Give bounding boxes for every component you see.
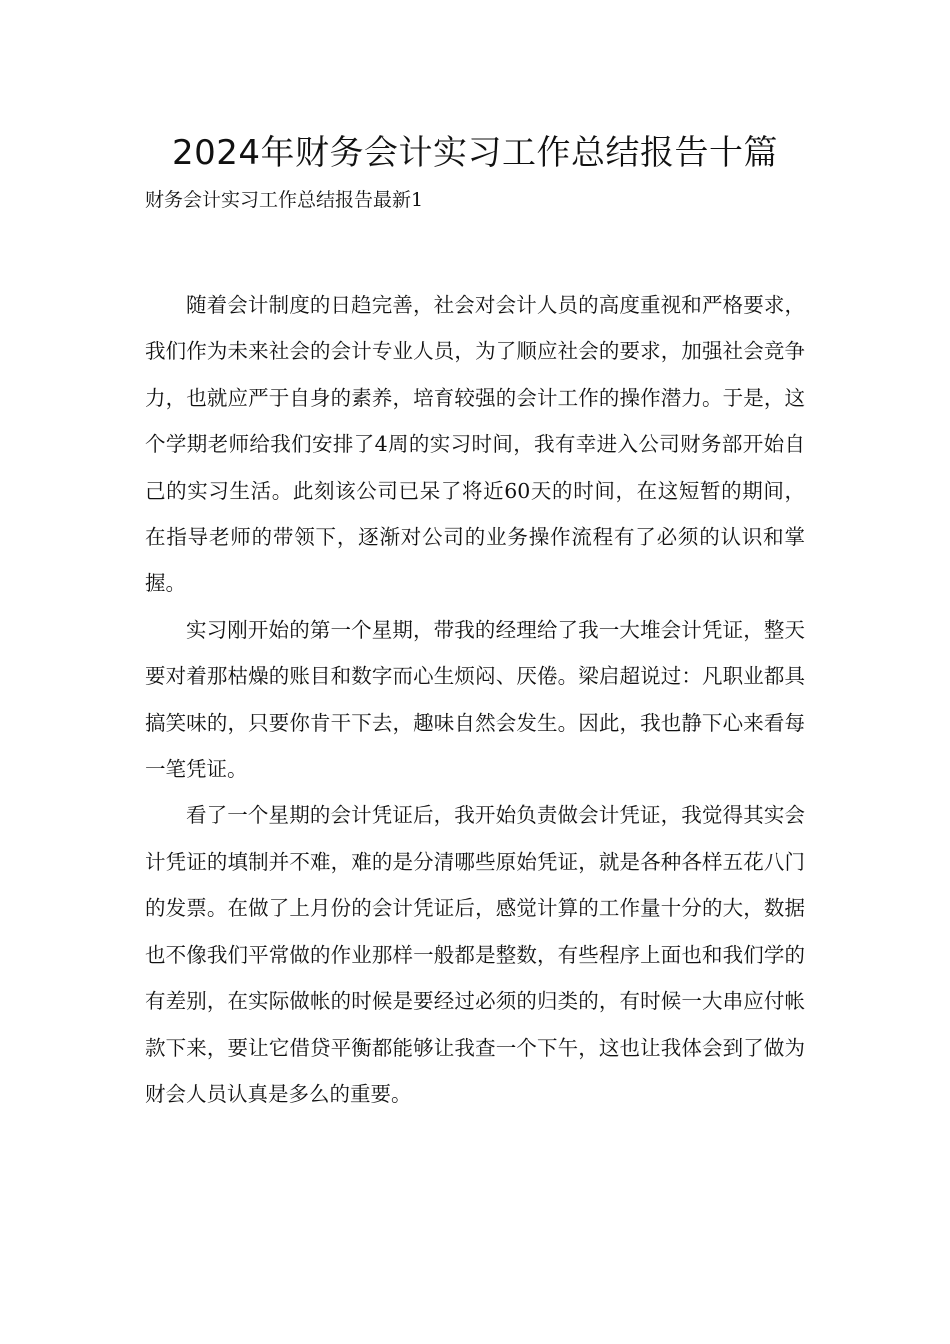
document-body: [145, 282, 805, 1117]
document-title: 2024年财务会计实习工作总结报告十篇: [171, 133, 779, 173]
body-paragraph: 随着会计制度的日趋完善，社会对会计人员的高度重视和严格要求，我们作为未来社会的会计专业人员，为了顺应社会的要求，加强社会竞争力，也就应严于自身的素养，培育较强的会计工作的操作潜力。于是，这个学期老师给我们安排了4周的实习时间，我有幸进入公司财务部开始自己的实习生活。此刻该公司已呆了将近60天的时间，在这短暂的期间，在指导老师的带领下，逐渐对公司的业务操作流程有了必须的认识和掌握。: [145, 293, 805, 596]
document-subtitle: 财务会计实习工作总结报告最新1: [145, 189, 424, 211]
body-paragraph: 实习刚开始的第一个星期，带我的经理给了我一大堆会计凭证，整天要对着那枯燥的账目和数字而心生烦闷、厌倦。梁启超说过：凡职业都具搞笑味的，只要你肯干下去，趣味自然会发生。因此，我也静下心来看每一笔凭证。: [145, 617, 805, 782]
body-paragraph: 看了一个星期的会计凭证后，我开始负责做会计凭证，我觉得其实会计凭证的填制并不难，难的是分清哪些原始凭证，就是各种各样五花八门的发票。在做了上月份的会计凭证后，感觉计算的工作量十分的大，数据也不像我们平常做的作业那样一般都是整数，有些程序上面也和我们学的有差别，在实际做帐的时候是要经过必须的归类的，有时候一大串应付帐款下来，要让它借贷平衡都能够让我查一个下午，这也让我体会到了做为财会人员认真是多么的重要。: [145, 803, 805, 1106]
